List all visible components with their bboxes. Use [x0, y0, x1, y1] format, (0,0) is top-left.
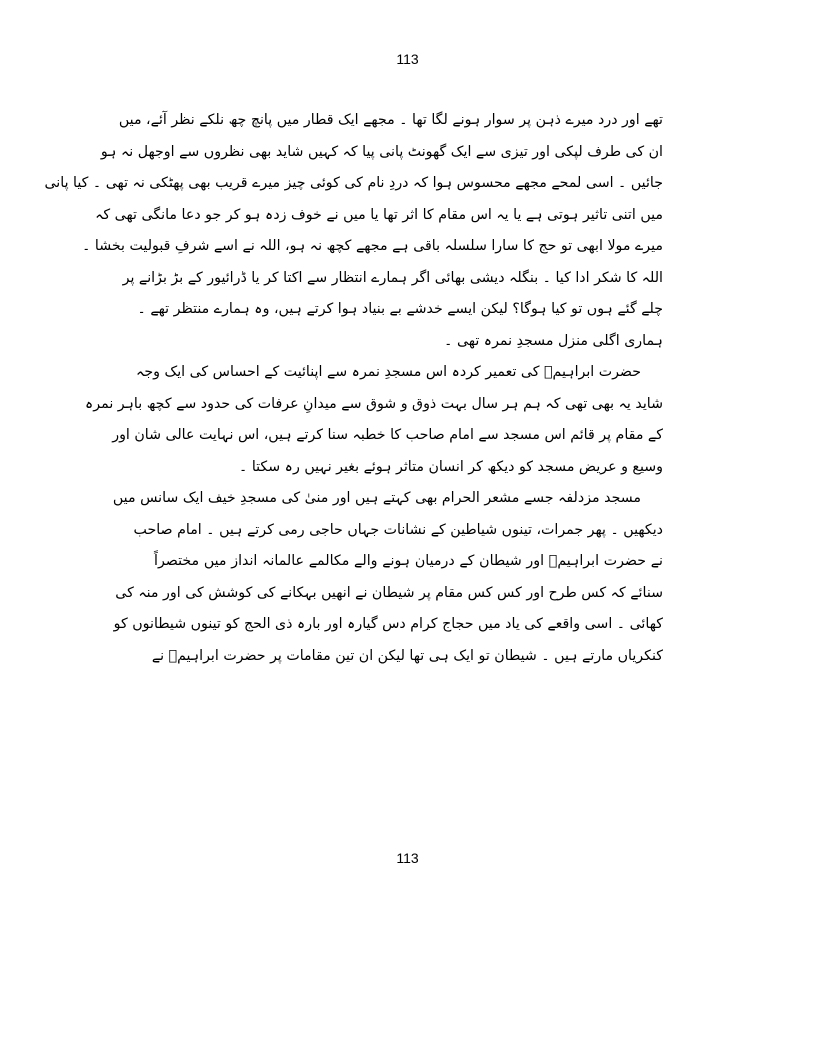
text-line: وسیع و عریض مسجد کو دیکھ کر انسان متاثر ہوئے بغیر نہیں رہ سکتا ۔	[239, 458, 663, 475]
text-line: نے حضرت ابراہیمؑ اور شیطان کے درمیان ہونے والے مکالمے عالمانہ انداز میں مختصراً	[154, 553, 663, 569]
footer-page-number: 113	[396, 850, 419, 866]
text-line: مسجد مزدلفہ جسے مشعر الحرام بھی کہتے ہیں اور منیٰ کی مسجدِ خیف ایک سانس میں	[112, 490, 641, 506]
text-line: تھے اور درد میرے ذہن پر سوار ہونے لگا تھا ۔ مجھے ایک قطار میں پانچ چھ نلکے نظر آئے، میں	[118, 112, 663, 128]
document-body	[44, 105, 663, 672]
text-line: کنکریاں مارتے ہیں ۔ شیطان تو ایک ہی تھا لیکن ان تین مقامات پر حضرت ابراہیمؑ نے	[151, 647, 663, 664]
text-line: جائیں ۔ اسی لمحے مجھے محسوس ہوا کہ دردِ نام کی کوئی چیز میرے قریب بھی پھٹکی نہ تھی ۔ کیا پانی	[44, 175, 663, 191]
header-page-number: 113	[396, 51, 419, 67]
text-line: میرے مولا ابھی تو حج کا سارا سلسلہ باقی ہے مجھے کچھ نہ ہو، اللہ نے اسے شرفِ قبولیت بخشا ۔	[82, 238, 663, 254]
text-line: شاید یہ بھی تھی کہ ہم ہر سال بہت ذوق و شوق سے میدانِ عرفات کی حدود سے کچھ باہر نمرہ	[84, 395, 663, 412]
text-line: کے مقام پر قائم اس مسجد سے امام صاحب کا خطبہ سنا کرتے ہیں، اس نہایت عالی شان اور	[112, 427, 663, 443]
text-line: ان کی طرف لپکی اور تیزی سے ایک گھونٹ پانی پیا کہ کہیں شاید بھی نظروں سے اوجھل نہ ہو	[100, 143, 663, 160]
text-line: اللہ کا شکر ادا کیا ۔ بنگلہ دیشی بھائی اگر ہمارے انتظار سے اکتا کر یا ڈرائیور کے بڑ بڑانے پر	[122, 269, 663, 286]
text-line: میں اتنی تاثیر ہوتی ہے یا یہ اس مقام کا اثر تھا یا میں نے خوف زدہ ہو کر جو دعا مانگی تھی کہ	[95, 206, 663, 223]
text-line: کھائی ۔ اسی واقعے کی یاد میں حجاج کرام دس گیارہ اور بارہ ذی الحج کو تینوں شیطانوں کو	[113, 616, 663, 632]
text-line: حضرت ابراہیمؑ کی تعمیر کردہ اس مسجدِ نمرہ سے اپنائیت کے احساس کی ایک وجہ	[136, 364, 641, 380]
text-line: ہماری اگلی منزل مسجدِ نمرہ تھی ۔	[444, 332, 663, 349]
text-line: چلے گئے ہوں تو کیا ہوگا؟ لیکن ایسے خدشے بے بنیاد ہوا کرتے ہیں، وہ ہمارے منتظر تھے ۔	[137, 301, 663, 317]
text-line: دیکھیں ۔ پھر جمرات، تینوں شیاطین کے نشانات جہاں حاجی رمی کرتے ہیں ۔ امام صاحب	[133, 521, 663, 538]
text-line: سنائے کہ کس طرح اور کس کس مقام پر شیطان نے انھیں بہکانے کی کوشش کی اور منہ کی	[115, 584, 663, 601]
